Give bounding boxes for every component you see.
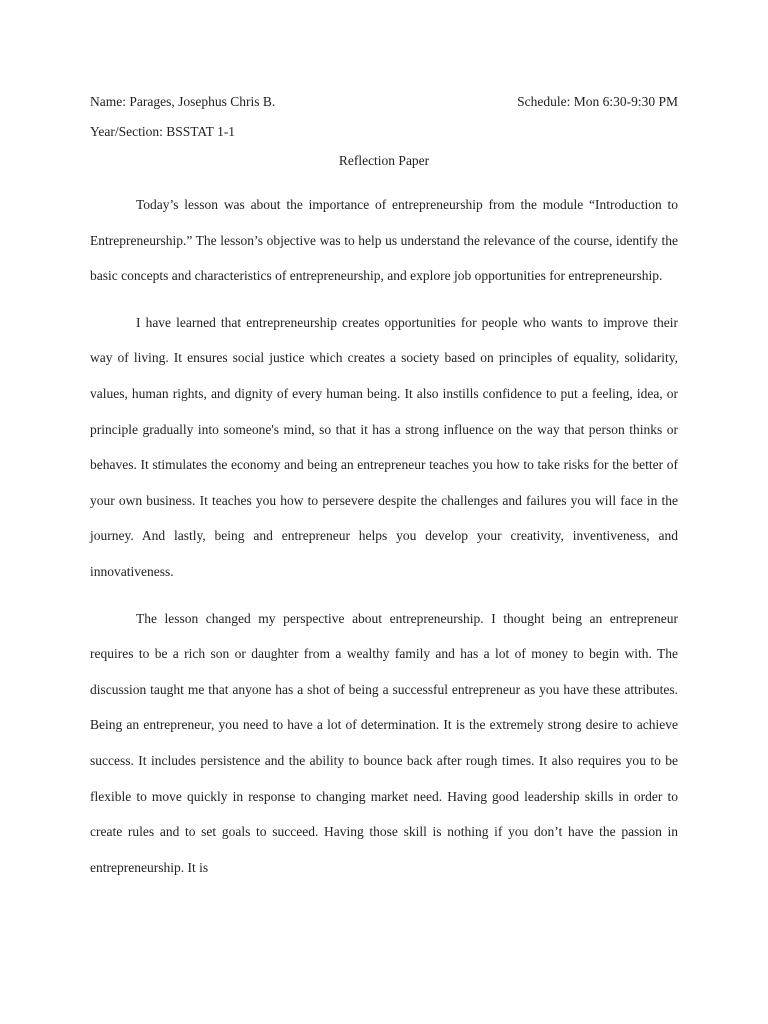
document-title: Reflection Paper — [338, 153, 430, 168]
paragraph-2: I have learned that entrepreneurship creates opportunities for people who wants to improve their way of living. It ensures social justice which creates a society based on principles of equality, solidarity, values, human rights, and dignity of every human being. It also instills confidence to put a feeling, idea, or principle gradually into someone's mind, so that it has a strong influence on the way that person thinks or behaves. It stimulates the economy and being an entrepreneur teaches you how to take risks for the better of your own business. It teaches you how to persevere despite the challenges and failures you will face in the journey. And lastly, being and entrepreneur helps you develop your creativity, inventiveness, and innovativeness. — [90, 314, 678, 579]
document-body — [90, 187, 678, 896]
header-row-name-schedule — [90, 92, 678, 112]
header-row-section — [90, 122, 678, 142]
student-name: Name: Parages, Josephus Chris B. — [90, 94, 276, 109]
paragraph-3: The lesson changed my perspective about entrepreneurship. I thought being an entrepreneur requires to be a rich son or daughter from a wealthy family and has a lot of money to begin with. The discussion taught me that anyone has a shot of being a successful entrepreneur as you have these attributes. Being an entrepreneur, you need to have a lot of determination. It is the extremely strong desire to achieve success. It includes persistence and the ability to bounce back after rough times. It also requires you to be flexible to move quickly in response to changing market need. Having good leadership skills in order to create rules and to set goals to succeed. Having those skill is nothing if you don’t have the passion in entrepreneurship. It is — [90, 610, 678, 875]
paragraph-1: Today’s lesson was about the importance of entrepreneurship from the module “Introduction to Entrepreneurship.” The lesson’s objective was to help us understand the relevance of the course, identify the basic concepts and characteristics of entrepreneurship, and explore job opportunities for entrepreneurship. — [90, 197, 678, 284]
class-schedule: Schedule: Mon 6:30-9:30 PM — [517, 94, 678, 109]
year-section: Year/Section: BSSTAT 1-1 — [90, 124, 236, 139]
